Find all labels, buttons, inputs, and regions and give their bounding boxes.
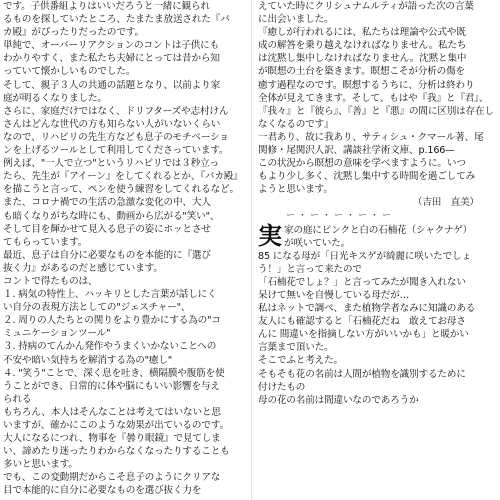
- text-line: 一君あり、故に我あり、サティシュ・クマール著、尾: [258, 131, 484, 143]
- text-line: 言葉まで頂いた。: [258, 342, 334, 354]
- text-line: 例えば、"一人で立つ"というリハビリでは３秒立っ: [3, 158, 219, 170]
- essay-heading: [258, 220, 497, 250]
- text-line: 単純で、オーバーリアクションのコントは子供にも: [3, 40, 220, 52]
- section-separator: ー・ー・ー・ー・ー: [286, 210, 395, 221]
- text-line: １. 病気の特性上、ハッキリとした言葉が話しにく: [3, 289, 217, 301]
- text-line: を描こうと言って、ペンを使う練習をしてくれるなど。: [3, 184, 239, 196]
- text-line: 癒す過程なのです。瞑想するうちに、分析は終わり: [258, 79, 475, 91]
- text-line: この状況から瞑想の意味を学べますように。いつ: [258, 158, 466, 170]
- text-line: えていた時にクリシュナムルティが語った次の言葉: [258, 1, 474, 12]
- text-line: わかりやすく、また私たち夫婦にとっては昔から知: [3, 53, 220, 65]
- right-column: [258, 0, 497, 500]
- essay-heading-line-1: 家の庭にピンクと白の石楠花（シャクナゲ）: [284, 224, 473, 236]
- drop-cap: 実: [258, 220, 282, 250]
- text-line: 『癒しが行われるには、私たちは理論や公式や既: [258, 27, 466, 39]
- text-line: 不安や暗い気持ちを解消する為の"癒し": [3, 354, 173, 366]
- text-line: カ殿』がぴったりだったのです。: [3, 27, 144, 39]
- text-line: ミュニケーションツール": [3, 328, 111, 340]
- text-line: い、諦めたり迷ったりわからなくなったりすることも: [3, 446, 230, 458]
- text-line: 私はネットで調べ、また植物学者なみに知識のある: [258, 303, 476, 315]
- text-line: でも、この変動期だからこそ息子のようにクリアな: [3, 472, 221, 484]
- text-line: 大人になるにつれ、物事を『曇り眼鏡』で見てしま: [3, 433, 221, 445]
- essay-heading-text: [284, 224, 472, 250]
- text-line: ンを上げるツールとして利用してくださっています。: [3, 145, 229, 157]
- text-line: そして目を輝かせて見入る息子の姿にホッとさせ: [3, 223, 211, 235]
- text-line: 友人にも確認すると「石楠花だね 敢えてお母さ: [258, 316, 466, 328]
- text-line: です。子供番組よりはいいだろうと一緒に観られ: [3, 1, 210, 12]
- text-line: 付けたもの: [258, 381, 306, 393]
- author-signature: （吉田 直美）: [412, 197, 479, 209]
- text-line: たら、先生が『アイーン』をしてくれるとか、『バカ殿』: [3, 171, 243, 183]
- right-column-text: [258, 0, 497, 196]
- text-line: 「石楠花でしょ？」と言ってみたが聞き入れない: [258, 276, 466, 288]
- text-line: 最近、息子は自分に必要なものを本能的に『選び: [3, 249, 211, 261]
- text-line: 庭が明るくなりました。: [3, 92, 107, 104]
- text-line: に出会いました。: [258, 14, 334, 26]
- text-line: コントで得たものは、: [3, 275, 98, 287]
- text-line: ４. "笑う"ことで、深く息を吐き、横隔膜や腹筋を使: [3, 367, 225, 379]
- text-line: 母の花の名前は間違いなのであろうか: [258, 394, 419, 406]
- text-line: そこでふと考えた。: [258, 355, 343, 367]
- text-line: もより少し多く、沈黙し集中する時間を過ごしてみ: [258, 171, 476, 183]
- text-line: ようと思います。: [258, 184, 333, 196]
- text-line: 関修・尾関沢人訳、講談社学術文庫、p.166—: [258, 145, 455, 157]
- text-line: も暗くなりがちな時にも、動画から広がる"笑い"、: [3, 210, 220, 222]
- text-line: そもそも花の名前は人間が植物を識別するために: [258, 368, 466, 380]
- left-column-text: [3, 0, 245, 498]
- text-line: い自分の表現方法としての"ジェスチャー"、: [3, 302, 191, 314]
- text-line: るものを探していたところ、たまたま放送された『バ: [3, 14, 230, 26]
- text-line: 成の解答を乗り越えなければなりません。私たち: [258, 40, 467, 52]
- text-line: てもらっています。: [3, 236, 88, 248]
- text-line: さらに、家庭だけではなく、ドリフターズや志村けん: [3, 105, 229, 117]
- text-line: んに 間違いを指摘しない方がいいかも」と暖かい: [258, 329, 469, 341]
- text-line: られる: [3, 393, 32, 405]
- text-line: さんはどんな世代の方も知らない人がいないくらい: [3, 118, 221, 130]
- text-line: 全体が見えてきます。そして、もはや『我』と『君』、: [258, 92, 489, 104]
- text-line: ３. 持病のてんかん発作やうまくいかないことへの: [3, 341, 217, 353]
- left-column: [3, 0, 245, 500]
- text-line: は沈黙し集中しなければなりません。沈黙と集中: [258, 53, 467, 65]
- text-line: 85 になる母が「日光キスゲが綺麗に咲いたでしょ: [258, 250, 471, 262]
- essay-heading-line-2: が咲いていた。: [284, 237, 351, 249]
- essay-text: [258, 250, 497, 407]
- text-line: 抜く力』があるのだと感じています。: [3, 262, 163, 274]
- text-line: う！」と言って来たので: [258, 263, 362, 275]
- text-line: なので、リハビリの先生方なども息子のモチベーショ: [3, 131, 229, 143]
- text-line: っていて懐かしいものでした。: [3, 66, 136, 78]
- column-divider: [251, 0, 252, 500]
- text-line: 『我々』と『彼ら』、『善』と『悪』の間に区別は存在し: [258, 105, 494, 117]
- text-line: なくなるのです』: [258, 118, 334, 130]
- text-line: 目で本能的に自分に必要なものを選び抜く力を: [3, 485, 202, 497]
- text-line: いますが、確かにこのような効果が出ているのです。: [3, 420, 229, 431]
- text-line: 多いと思います。: [3, 459, 78, 471]
- text-line: もちろん、本人はそんなことは考えてはいないと思: [3, 406, 221, 418]
- text-line: うことができ、日常的に体や脳にもいい影響を与え: [3, 380, 220, 392]
- text-line: そして、親子３人の共通の話題となり、以前より家: [3, 79, 221, 91]
- text-line: また、コロナ禍での生活の急激な変化の中、大人: [3, 197, 211, 209]
- text-line: 呆けて無いを自慢している母だが…: [258, 289, 410, 301]
- text-line: が瞑想の土台を築きます。瞑想こそが分析の傷を: [258, 66, 465, 78]
- text-line: ２. 周りの人たちとの関りをより豊かにする為の"コ: [3, 315, 221, 327]
